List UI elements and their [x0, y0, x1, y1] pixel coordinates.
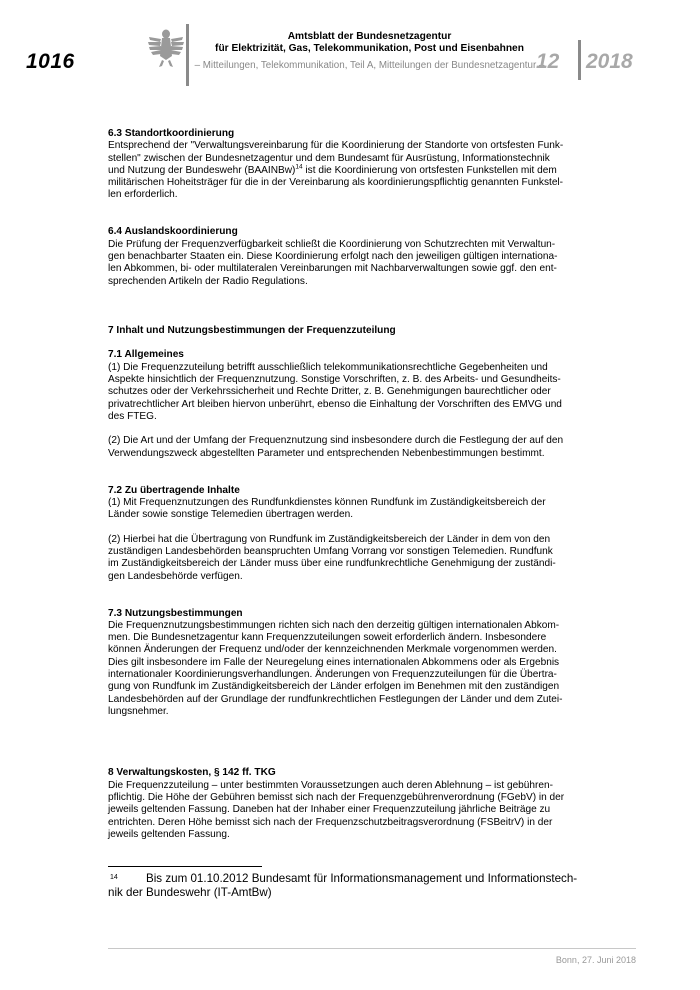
- section-7-2-line: gen Landesbehörde verfügen.: [108, 570, 243, 582]
- section-7-1-title: 7.1 Allgemeines: [108, 349, 184, 361]
- footnote-marker: 14: [110, 874, 118, 881]
- section-6-3-title: 6.3 Standortkoordinierung: [108, 128, 235, 139]
- section-7-3-line: internationaler Koordinierungsverhandlungen. Änderungen von Frequenzzuteilungen für die Übertra-: [108, 669, 557, 681]
- section-8-line: jeweils geltenden Fassung.: [108, 828, 230, 840]
- section-7-1-line: des FTEG.: [108, 410, 157, 422]
- header-subtitle: – Mitteilungen, Telekommunikation, Teil A, Mitteilungen der Bundesnetzagentur –: [194, 60, 545, 71]
- section-6-3-text: und Nutzung der Bundeswehr (BAAINBw): [108, 164, 296, 176]
- section-6-3-line: [108, 165, 594, 177]
- section-7-2-line: (1) Mit Frequenznutzungen des Rundfunkdienstes können Rundfunk im Zuständigkeitsbereich der: [108, 496, 546, 508]
- section-7-2-line: im Zuständigkeitsbereich der Länder muss über eine rundfunkrechtliche Genehmigung der zuständi-: [108, 558, 556, 570]
- issue-number: 12: [536, 50, 560, 73]
- header-divider: [186, 24, 189, 86]
- section-7-2-line: Länder sowie sonstige Telemedien übertragen werden.: [108, 509, 354, 521]
- footer-date: Bonn, 27. Juni 2018: [555, 955, 636, 965]
- section-7-3-line: men. Die Bundesnetzagentur kann Frequenzzuteilungen soweit erforderlich ändern. Insbesondere: [108, 632, 547, 644]
- section-7-3-line: Die Frequenznutzungsbestimmungen richten sich nach den derzeitig gültigen internationalen Abkom-: [108, 619, 560, 631]
- section-8-line: jeweils geltenden Fassung. Daneben hat der Inhaber einer Frequenzzuteilung jährliche Beiträge zu: [108, 804, 551, 816]
- section-7-1-line: Aspekte hinsichtlich der Frequenznutzung. Sonstige Vorschriften, z. B. des Arbeits- und Gesundheits-: [108, 373, 561, 385]
- section-7-3-line: gung von Rundfunk im Zuständigkeitsbereich der Länder erfolgen im Benehmen mit den zuständigen: [108, 681, 560, 693]
- section-7-1-line: privatrechtlicher Art bleiben hiervon unberührt, ebenso die Einhaltung der Vorschriften des EMVG und: [108, 398, 562, 410]
- section-6-4-title: 6.4 Auslandskoordinierung: [108, 226, 238, 238]
- section-7-2-line: (2) Hierbei hat die Übertragung von Rundfunk im Zuständigkeitsbereich der Länder in dem von den: [108, 533, 551, 545]
- section-7-3-line: Dies gilt insbesondere im Falle der Neuregelung eines internationalen Abkommens oder als Ergebnis: [108, 656, 560, 668]
- page-number: 1016: [26, 50, 75, 73]
- issue-year: 2018: [586, 50, 633, 73]
- section-7-1-line: Verwendungszweck abgestellten Parameter und entsprechenden Nebenbestimmungen bestimmt.: [108, 447, 545, 459]
- section-7-3-line: können Änderungen der Frequenz und/oder der kennzeichnenden Merkmale vorgenommen werden.: [108, 644, 557, 656]
- footnote-line: nik der Bundeswehr (IT-AmtBw): [108, 886, 272, 900]
- section-7-2-title: 7.2 Zu übertragende Inhalte: [108, 484, 240, 496]
- section-8-title: 8 Verwaltungskosten, § 142 ff. TKG: [108, 767, 276, 779]
- footer-rule: [108, 948, 636, 949]
- section-8-line: Die Frequenzzuteilung – unter bestimmten Voraussetzungen auch deren Ablehnung – ist gebühren-: [108, 779, 553, 791]
- section-8-line: pflichtig. Die Höhe der Gebühren bemisst sich nach der Frequenzgebührenverordnung (FGebV) in der: [108, 792, 565, 804]
- issue-divider: [578, 40, 581, 80]
- footnote-line: Bis zum 01.10.2012 Bundesamt für Informationsmanagement und Informationstech-: [146, 872, 578, 885]
- section-6-3-text: ist die Koordinierung von ortsfesten Funkstellen mit dem: [302, 164, 557, 176]
- section-6-4-line: Die Prüfung der Frequenzverfügbarkeit schließt die Koordinierung von Schutzrechten mit Verwaltun-: [108, 238, 556, 250]
- section-6-3-line: stellen" zwischen der Bundesnetzagentur und dem Bundesamt für Ausrüstung, Informationstechnik: [108, 152, 550, 164]
- footnote: [108, 872, 598, 900]
- section-8-line: entrichten. Deren Höhe bemisst sich nach der Frequenzschutzbeitragsverordnung (FSBeitrV) in der: [108, 816, 553, 828]
- document-body: [108, 128, 594, 841]
- section-6-3-line: militärischen Hoheitsträger für die in der Vereinbarung als koordinierungspflichtig genannten Funkstel-: [108, 177, 564, 189]
- section-7-1-line: (2) Die Art und der Umfang der Frequenznutzung sind insbesondere durch die Festlegung der auf den: [108, 435, 564, 447]
- section-6-3-line: len erforderlich.: [108, 189, 178, 201]
- section-6-3-line: Entsprechend der "Verwaltungsvereinbarung für die Koordinierung der Standorte von ortsfesten Funk-: [108, 140, 564, 152]
- section-7-2-line: zuständigen Landesbehörden beanspruchten Umfang Vorrang vor sonstigen Telemedien. Rundfunk: [108, 546, 553, 558]
- header-title-line2: für Elektrizität, Gas, Telekommunikation, Post und Eisenbahnen: [215, 43, 524, 54]
- header-title-line1: Amtsblatt der Bundesnetzagentur: [287, 31, 452, 42]
- section-7-3-line: Landesbehörden auf der Grundlage der rundfunkrechtlichen Festlegungen der Länder und dem Zutei-: [108, 693, 563, 705]
- section-7-3-title: 7.3 Nutzungsbestimmungen: [108, 607, 243, 619]
- footnote-separator: [108, 866, 262, 867]
- section-6-4-line: len Abkommen, bi- oder multilateralen Vereinbarungen mit Nachbarverwaltungen sowie ggf. den ent-: [108, 263, 557, 275]
- federal-eagle-logo: [146, 26, 186, 70]
- footnote-reference: 14: [295, 163, 303, 171]
- section-7-1-line: schutzes oder der Verkehrssicherheit und Rechte Dritter, z. B. Genehmigungen baurechtlicher oder: [108, 386, 551, 398]
- section-7-1-line: (1) Die Frequenzzuteilung betrifft ausschließlich telekommunikationsrechtliche Gegebenheiten und: [108, 361, 548, 373]
- section-6-4-line: gen benachbarter Staaten ein. Diese Koordinierung erfolgt nach den jeweiligen gültigen internationa-: [108, 250, 558, 262]
- section-6-4-line: sprechenden Artikeln der Radio Regulations.: [108, 275, 308, 287]
- section-7-title: 7 Inhalt und Nutzungsbestimmungen der Frequenzzuteilung: [108, 324, 396, 336]
- section-7-3-line: lungsnehmer.: [108, 705, 169, 717]
